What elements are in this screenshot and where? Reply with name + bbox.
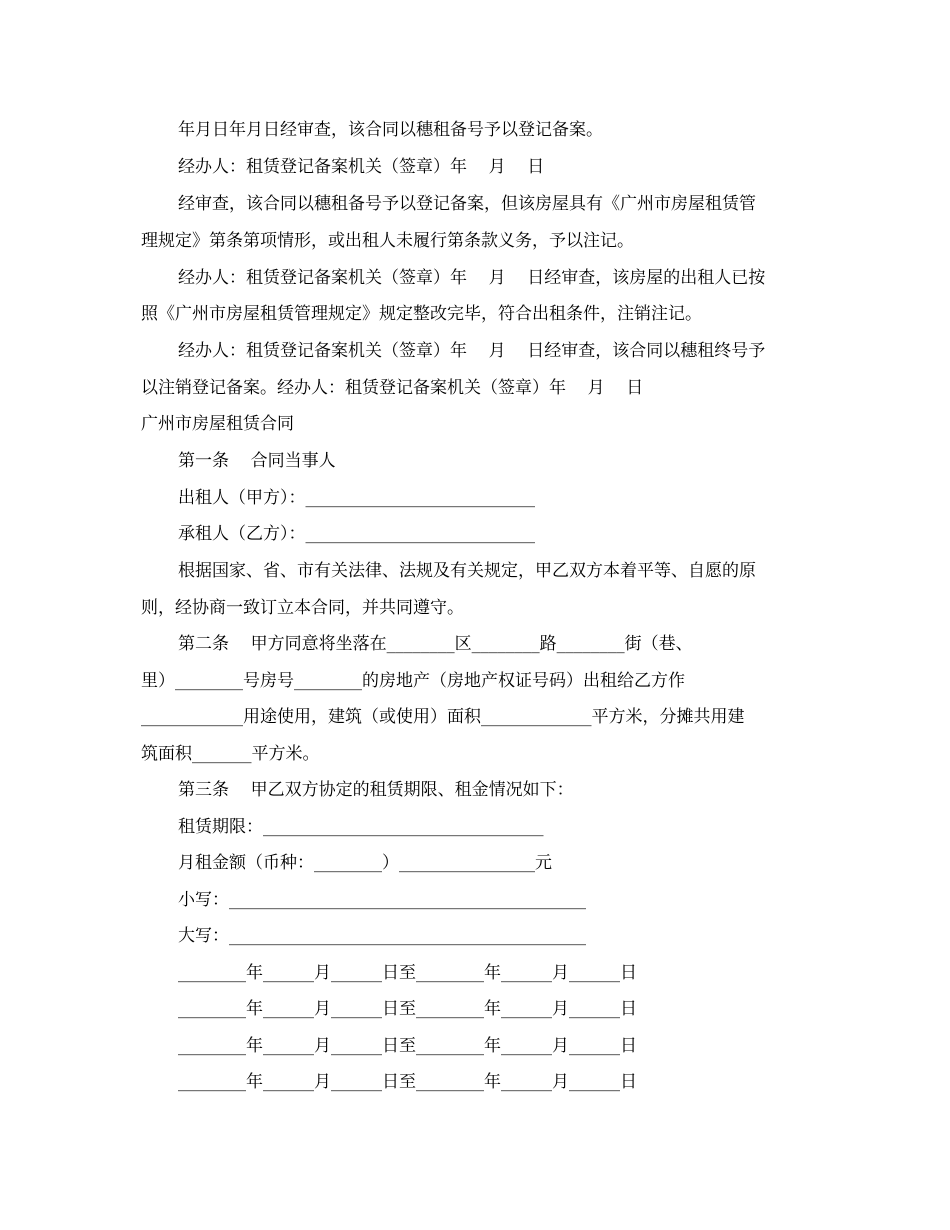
text-line: 照《广州市房屋租赁管理规定》规定整改完毕，符合出租条件，注销注记。	[141, 304, 702, 324]
article-heading: 第三条 甲乙双方协定的租赁期限、租金情况如下：	[178, 780, 574, 800]
date-range-row: ________年______月______日至________年______月______日	[178, 999, 637, 1019]
date-range-row: ________年______月______日至________年______月______日	[178, 963, 637, 983]
text-line: 经办人：租赁登记备案机关（签章）年 月 日	[178, 157, 545, 177]
text-line: 以注销登记备案。经办人：租赁登记备案机关（签章）年 月 日	[141, 378, 644, 398]
lessee-field: 承租人（乙方）：___________________________	[178, 524, 535, 544]
lessor-field: 出租人（甲方）：___________________________	[178, 488, 535, 508]
amount-uppercase-field: 大写：__________________________________________	[178, 926, 586, 946]
text-line: 根据国家、省、市有关法律、法规及有关规定，甲乙双方本着平等、自愿的原	[178, 561, 756, 581]
text-line: 经审查，该合同以穗租备号予以登记备案，但该房屋具有《广州市房屋租赁管	[178, 194, 756, 214]
text-line: 则，经协商一致订立本合同，并共同遵守。	[141, 598, 464, 618]
document-title: 广州市房屋租赁合同	[141, 414, 294, 434]
text-line: 理规定》第条第项情形，或出租人未履行第条款义务，予以注记。	[141, 231, 634, 251]
text-line: 经办人：租赁登记备案机关（签章）年 月 日经审查，该合同以穗租终号予	[178, 341, 766, 361]
text-line: 里）________号房号________的房地产（房地产权证号码）出租给乙方作	[141, 671, 685, 691]
text-line: 筑面积_______平方米。	[141, 744, 320, 764]
text-line: 经办人：租赁登记备案机关（签章）年 月 日经审查，该房屋的出租人已按	[178, 268, 766, 288]
monthly-rent-field: 月租金额（币种：________）________________元	[178, 853, 552, 873]
amount-lowercase-field: 小写：__________________________________________	[178, 890, 586, 910]
article-heading: 第二条 甲方同意将坐落在________区________路________街（巷、	[178, 634, 693, 654]
text-line: 年月日年月日经审查，该合同以穗租备号予以登记备案。	[178, 120, 603, 140]
date-range-row: ________年______月______日至________年______月______日	[178, 1036, 637, 1056]
lease-term-field: 租赁期限：_________________________________	[178, 817, 544, 837]
date-range-row: ________年______月______日至________年______月______日	[178, 1072, 637, 1092]
text-line: ____________用途使用，建筑（或使用）面积_____________平方米，分摊共用建	[141, 707, 745, 727]
article-heading: 第一条 合同当事人	[178, 451, 336, 471]
